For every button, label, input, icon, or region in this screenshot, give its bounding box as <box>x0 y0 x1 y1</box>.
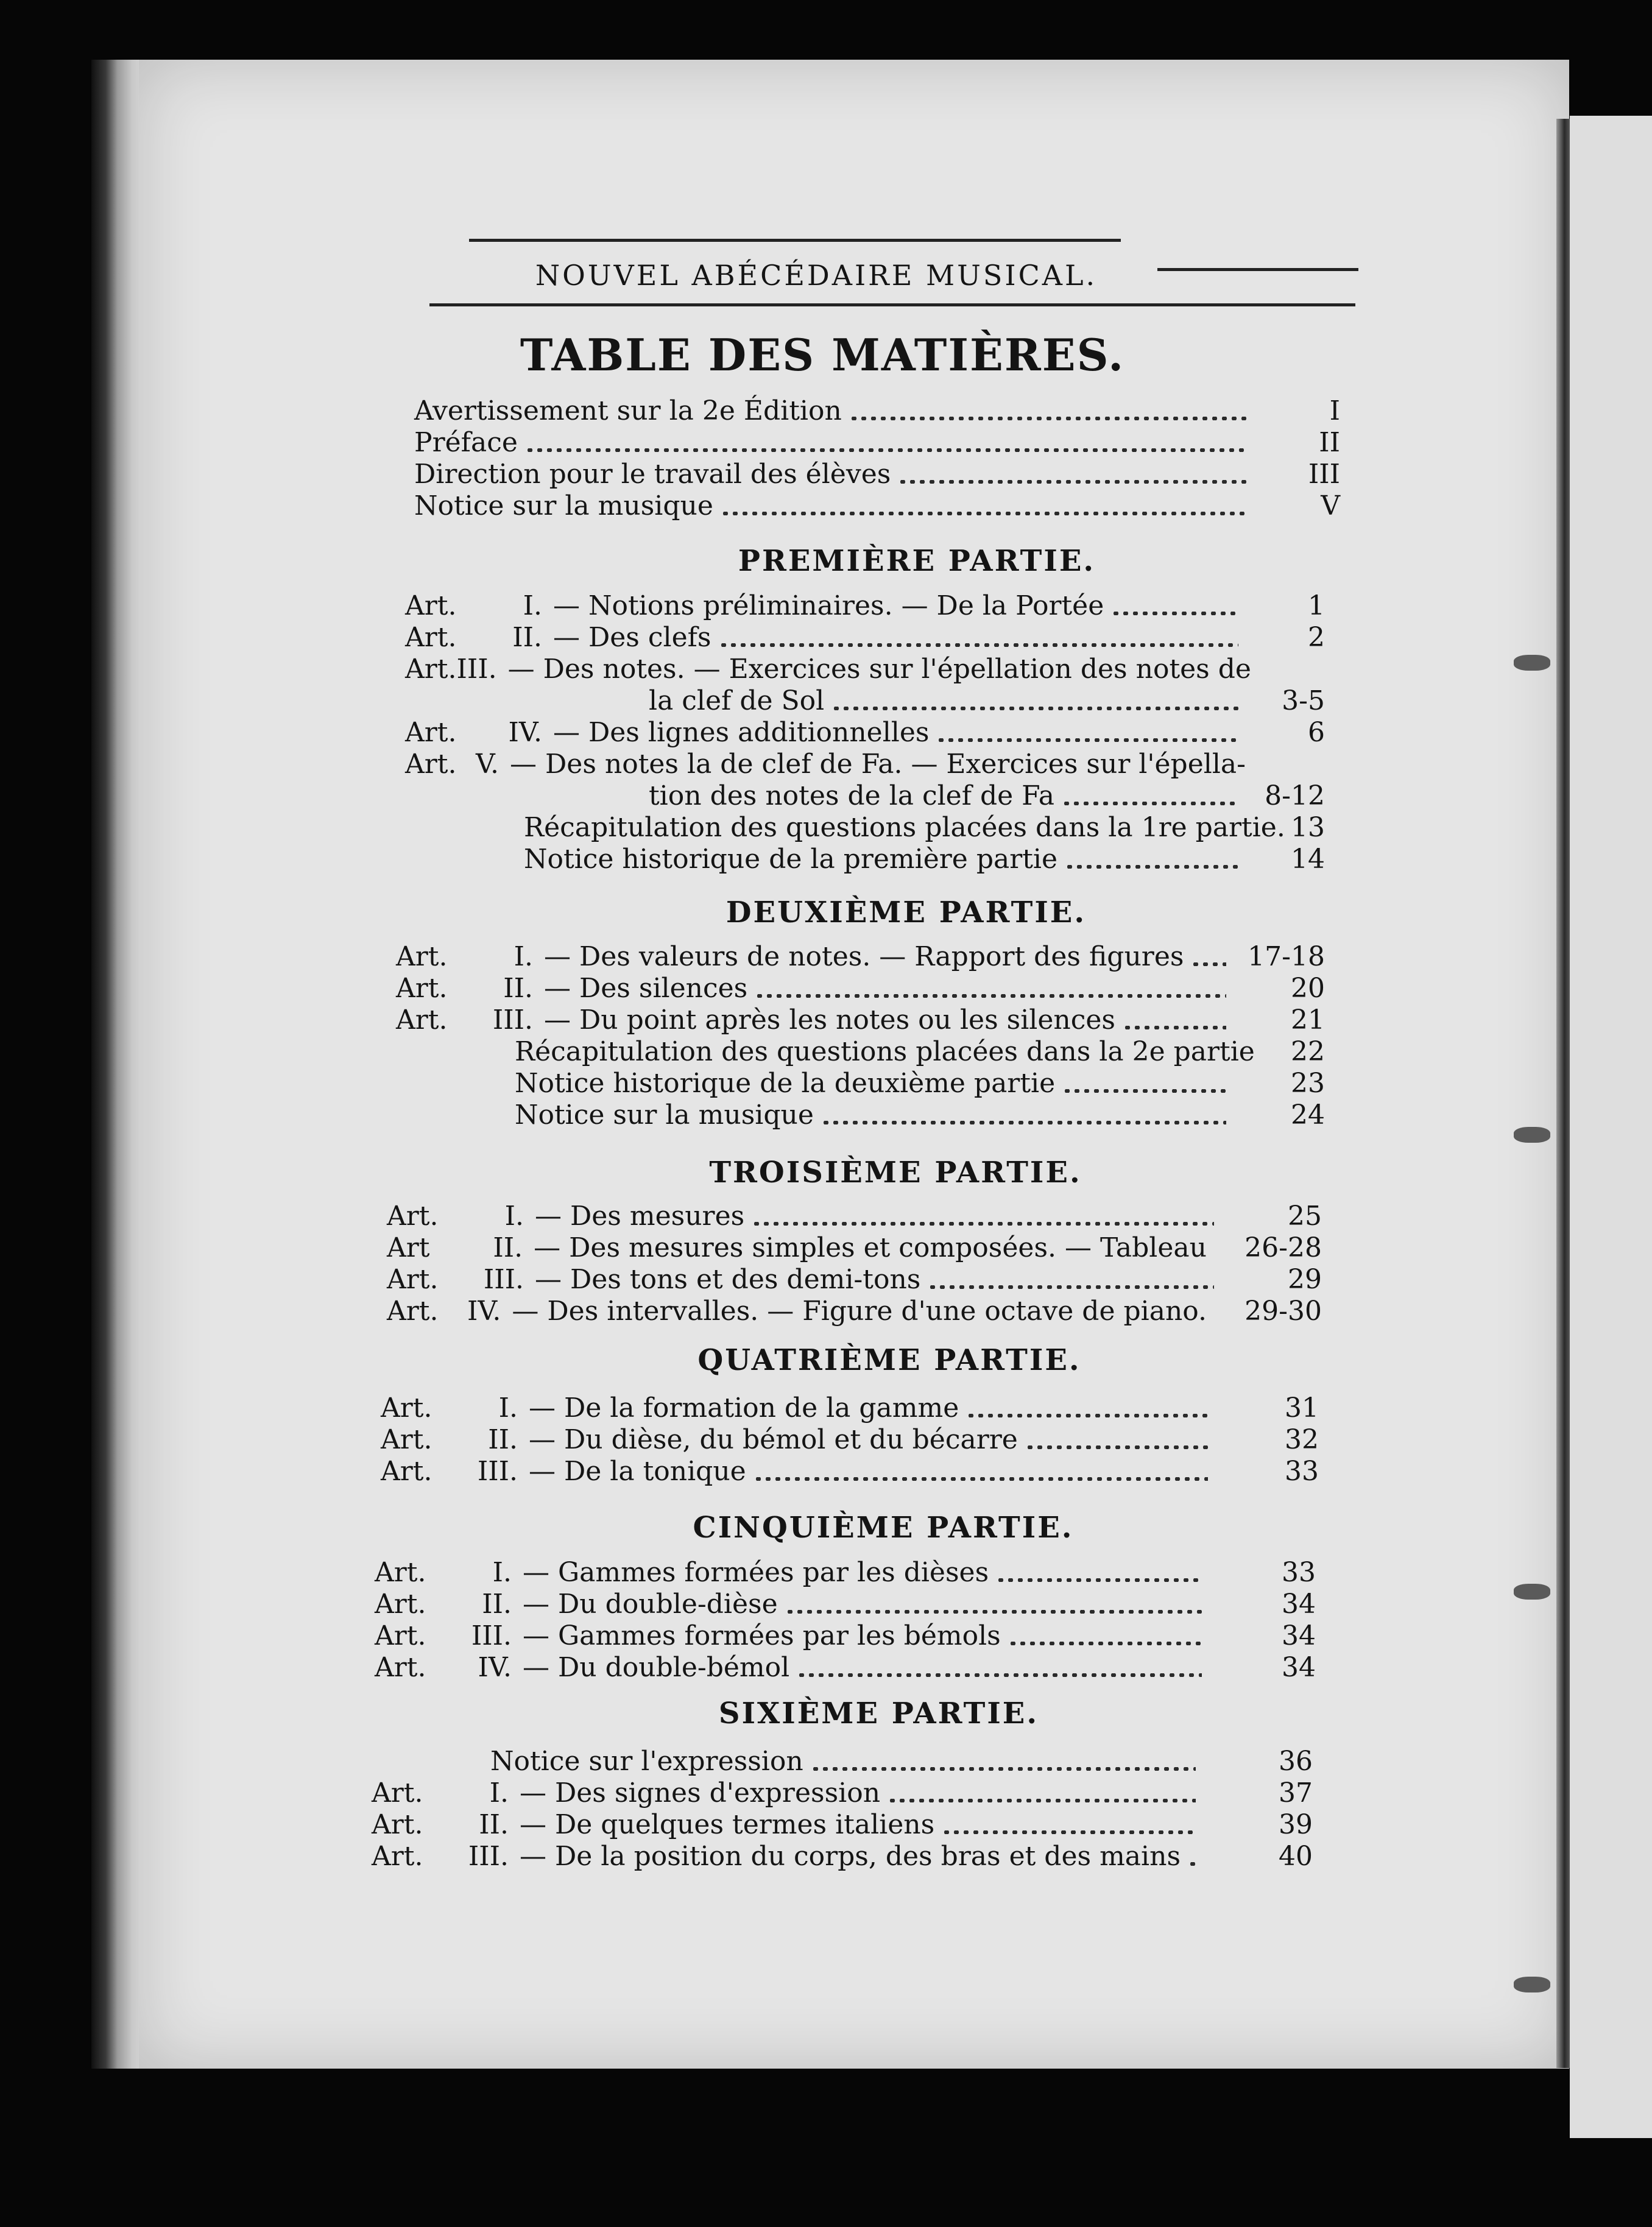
entry-title: Préface <box>414 427 518 458</box>
entry-title: Notice sur la musique <box>414 490 713 521</box>
article-label: Art. <box>387 1296 439 1327</box>
page-number: 34 <box>1282 1652 1316 1683</box>
article-label: Art. <box>372 1777 423 1809</box>
toc-entry <box>375 1651 1209 1684</box>
article-number: II. <box>503 973 533 1004</box>
toc-entry <box>372 1840 1203 1873</box>
entry-title: la clef de Sol <box>649 685 825 716</box>
entry-title: — Des silences <box>544 973 748 1004</box>
entry-title: Récapitulation des questions placées dans la 2e partie <box>515 1036 1255 1067</box>
dot-leader <box>719 643 1239 647</box>
article-number: II. <box>512 622 542 653</box>
entry-title: Récapitulation des questions placées dans la 1re partie. <box>524 812 1285 843</box>
dot-leader <box>754 1477 1208 1481</box>
article-number: II. <box>488 1424 518 1455</box>
dot-leader <box>1123 1026 1226 1029</box>
entry-title: Notice historique de la deuxième partie <box>515 1068 1056 1099</box>
entry-title: — Gammes formées par les bémols <box>523 1620 1001 1651</box>
page-number: 14 <box>1291 844 1325 875</box>
header-rule-top <box>469 239 1121 242</box>
page-number: 20 <box>1291 973 1325 1004</box>
page-number: 2 <box>1308 622 1325 653</box>
toc-entry <box>649 780 1246 813</box>
page-title: TABLE DES MATIÈRES. <box>520 329 1125 381</box>
toc-entry <box>405 621 1246 654</box>
entry-title: — Du dièse, du bémol et du bécarre <box>529 1424 1018 1455</box>
page-number: 21 <box>1291 1004 1325 1036</box>
entry-title: — Des notes. — Exercices sur l'épellation des notes de <box>507 654 1251 685</box>
toc-entry <box>515 1067 1234 1100</box>
dot-leader <box>797 1673 1202 1677</box>
article-number: III. <box>492 1004 533 1036</box>
page-number: 32 <box>1285 1424 1319 1455</box>
article-label: Art. <box>372 1809 423 1840</box>
entry-title: — Du double-bémol <box>523 1652 790 1683</box>
article-number: I. <box>514 941 533 972</box>
entry-title: — Du point après les notes ou les silences <box>544 1004 1116 1036</box>
toc-entry <box>405 716 1246 749</box>
dot-leader <box>1065 865 1238 869</box>
article-label: Art. <box>405 622 457 653</box>
binding-stitch <box>1514 1584 1550 1600</box>
page-number: 29-30 <box>1244 1296 1322 1327</box>
article-label: Art. <box>396 973 448 1004</box>
toc-entry <box>375 1620 1209 1653</box>
article-label: Art. <box>375 1620 426 1651</box>
section-title: SIXIÈME PARTIE. <box>718 1696 1039 1731</box>
running-header: NOUVEL ABÉCÉDAIRE MUSICAL. <box>535 259 1098 292</box>
article-label: Art. <box>381 1392 432 1424</box>
dot-leader <box>831 707 1238 710</box>
article-number: V. <box>475 749 499 780</box>
dot-leader <box>525 448 1248 452</box>
dot-leader <box>928 1285 1214 1289</box>
article-number: III. <box>477 1456 518 1487</box>
entry-title: — Des lignes additionnelles <box>553 717 930 748</box>
article-label: Art. <box>405 590 457 621</box>
dot-leader <box>811 1767 1196 1771</box>
toc-entry <box>372 1809 1203 1841</box>
entry-title: Avertissement sur la 2e Édition <box>414 395 842 426</box>
page-number: 40 <box>1279 1841 1313 1872</box>
toc-entry <box>414 490 1255 523</box>
article-number: II. <box>493 1232 523 1263</box>
article-label: Art. <box>381 1456 432 1487</box>
toc-entry <box>396 972 1234 1005</box>
dot-leader <box>1188 1862 1196 1866</box>
page-number: 34 <box>1282 1589 1316 1620</box>
dot-leader <box>1025 1445 1208 1449</box>
toc-entry <box>381 1424 1215 1456</box>
toc-entry <box>387 1295 1221 1328</box>
article-label: Art. <box>396 941 448 972</box>
entry-title: — Des mesures <box>535 1201 745 1232</box>
page-number: 22 <box>1291 1036 1325 1067</box>
article-number: III. <box>471 1620 512 1651</box>
dot-leader <box>1062 802 1238 805</box>
toc-entry <box>381 1455 1215 1488</box>
dot-leader <box>936 738 1238 742</box>
dot-leader <box>942 1830 1196 1834</box>
page-number: 33 <box>1282 1557 1316 1588</box>
section-title: PREMIÈRE PARTIE. <box>738 544 1096 578</box>
article-label: Art. <box>387 1201 439 1232</box>
article-number: II. <box>479 1809 509 1840</box>
article-number: IV. <box>478 1652 512 1683</box>
page-number: 1 <box>1308 590 1325 621</box>
dot-leader <box>1008 1642 1202 1645</box>
page-number: 13 <box>1291 812 1325 843</box>
book-gutter <box>1556 119 1570 2068</box>
toc-entry <box>387 1200 1221 1233</box>
page-number: I <box>1329 395 1340 426</box>
entry-title: Notice historique de la première partie <box>524 844 1058 875</box>
entry-title: — Gammes formées par les dièses <box>523 1557 989 1588</box>
article-label: Art. <box>375 1589 426 1620</box>
toc-entry <box>524 843 1246 876</box>
header-rule-bottom <box>429 303 1355 306</box>
page-number: 33 <box>1285 1456 1319 1487</box>
dot-leader <box>849 417 1248 420</box>
article-number: IV. <box>467 1296 501 1327</box>
page-number: III <box>1308 459 1340 490</box>
page-number: 39 <box>1279 1809 1313 1840</box>
toc-entry <box>414 426 1255 459</box>
toc-entry <box>515 1099 1234 1132</box>
page-number: 31 <box>1285 1392 1319 1424</box>
entry-title: — Des tons et des demi-tons <box>535 1264 921 1295</box>
article-label: Art. <box>405 749 457 780</box>
dot-leader <box>821 1121 1226 1124</box>
page-number: 6 <box>1308 717 1325 748</box>
entry-title: — De la position du corps, des bras et des mains <box>520 1841 1181 1872</box>
dot-leader <box>755 994 1226 998</box>
toc-entry <box>405 653 1251 686</box>
entry-title: — Des intervalles. — Figure d'une octave de piano. <box>512 1296 1207 1327</box>
dot-leader <box>785 1610 1202 1614</box>
toc-entry <box>375 1588 1209 1621</box>
page-number: II <box>1319 427 1340 458</box>
page-number: 37 <box>1279 1777 1313 1809</box>
article-number: I. <box>498 1392 518 1424</box>
article-number: I. <box>523 590 542 621</box>
dot-leader <box>888 1799 1196 1802</box>
page-number: 36 <box>1279 1746 1313 1777</box>
dot-leader <box>1111 612 1238 615</box>
page-number: 25 <box>1288 1201 1322 1232</box>
article-number: I. <box>489 1777 509 1809</box>
article-label: Art. <box>372 1841 423 1872</box>
toc-entry <box>387 1263 1221 1296</box>
toc-entry <box>649 685 1246 718</box>
toc-entry <box>405 590 1246 623</box>
toc-entry <box>372 1777 1203 1810</box>
page-number: 3-5 <box>1282 685 1325 716</box>
entry-title: — Des clefs <box>553 622 711 653</box>
entry-title: Notice sur l'expression <box>490 1746 803 1777</box>
article-label: Art. <box>375 1557 426 1588</box>
page-number: 23 <box>1291 1068 1325 1099</box>
section-title: DEUXIÈME PARTIE. <box>725 895 1087 930</box>
dot-leader <box>1191 962 1226 966</box>
page-number: 8-12 <box>1265 780 1325 811</box>
entry-title: — Du double-dièse <box>523 1589 778 1620</box>
binding-stitch <box>1514 1127 1550 1143</box>
section-title: QUATRIÈME PARTIE. <box>697 1343 1081 1377</box>
article-label: Art. <box>405 654 457 685</box>
toc-entry <box>381 1392 1215 1425</box>
dot-leader <box>966 1414 1208 1417</box>
entry-title: — Des signes d'expression <box>520 1777 881 1809</box>
entry-title: — Des notes la de clef de Fa. — Exercices sur l'épella- <box>510 749 1246 780</box>
entry-title: — Des valeurs de notes. — Rapport des figures <box>544 941 1184 972</box>
article-number: III. <box>456 654 497 685</box>
article-label: Art. <box>375 1652 426 1683</box>
entry-title: — De la tonique <box>529 1456 746 1487</box>
section-title: CINQUIÈME PARTIE. <box>693 1511 1074 1545</box>
toc-entry <box>375 1556 1209 1589</box>
toc-entry <box>396 941 1234 973</box>
page-number: 29 <box>1288 1264 1322 1295</box>
entry-title: — Des mesures simples et composées. — Tableau <box>534 1232 1207 1263</box>
entry-title: — De quelques termes italiens <box>520 1809 935 1840</box>
article-label: Art. <box>405 717 457 748</box>
entry-title: — De la formation de la gamme <box>529 1392 959 1424</box>
toc-entry <box>405 748 1246 781</box>
facing-page-edge <box>1570 116 1652 2138</box>
article-number: I. <box>492 1557 512 1588</box>
article-number: III. <box>483 1264 524 1295</box>
article-label: Art. <box>396 1004 448 1036</box>
entry-title: Notice sur la musique <box>515 1099 814 1131</box>
section-title: TROISIÈME PARTIE. <box>709 1156 1082 1190</box>
article-label: Art <box>387 1232 430 1263</box>
dot-leader <box>1062 1089 1226 1093</box>
toc-entry <box>515 1036 1255 1068</box>
binding-stitch <box>1514 1977 1550 1992</box>
page-number: 26-28 <box>1244 1232 1322 1263</box>
dot-leader <box>898 480 1248 484</box>
article-number: III. <box>468 1841 509 1872</box>
page-number: 24 <box>1291 1099 1325 1131</box>
page-number: 17-18 <box>1248 941 1325 972</box>
entry-title: — Notions préliminaires. — De la Portée <box>553 590 1104 621</box>
dot-leader <box>752 1222 1214 1226</box>
toc-entry <box>414 395 1255 428</box>
binding-stitch <box>1514 655 1550 671</box>
entry-title: Direction pour le travail des élèves <box>414 459 891 490</box>
page-number: 34 <box>1282 1620 1316 1651</box>
toc-entry <box>524 811 1285 844</box>
entry-title: tion des notes de la clef de Fa <box>649 780 1054 811</box>
toc-entry <box>387 1232 1221 1265</box>
dot-leader <box>996 1578 1202 1582</box>
article-number: IV. <box>508 717 542 748</box>
toc-entry <box>490 1745 1203 1778</box>
article-number: I. <box>504 1201 524 1232</box>
dot-leader <box>721 512 1248 515</box>
page-number: V <box>1321 490 1340 521</box>
toc-entry <box>396 1004 1234 1037</box>
toc-entry <box>414 458 1255 491</box>
article-label: Art. <box>381 1424 432 1455</box>
article-number: II. <box>482 1589 512 1620</box>
article-label: Art. <box>387 1264 439 1295</box>
